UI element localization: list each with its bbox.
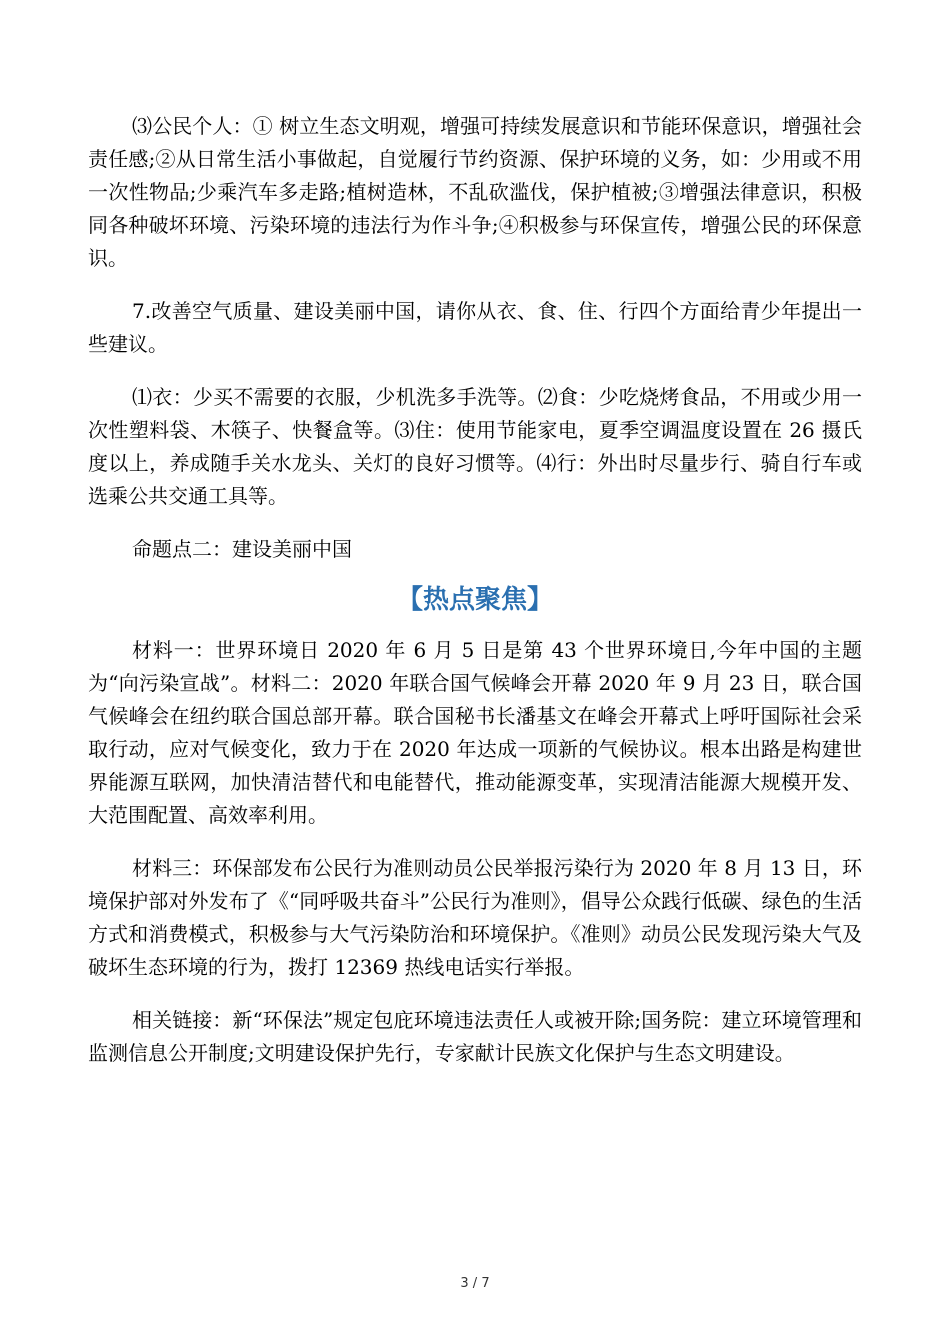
paragraph-material-1-2: 材料一：世界环境日 2020 年 6 月 5 日是第 43 个世界环境日,今年中国的主题为“向污染宣战”。材料二：2020 年联合国气候峰会开幕 2020 年 9 月 23 日，联合国气候峰会在纽约联合国总部开幕。联合国秘书长潘基文在峰会开幕式上呼吁国际社会采取行动，应对气候变化，致力于在 2020 年达成一项新的气候协议。根本出路是构建世界能源互联网，加快清洁替代和电能替代，推动能源变革，实现清洁能源大规模开发、大范围配置、高效率利用。	[88, 638, 862, 827]
document-page	[88, 110, 862, 1090]
paragraph-material-3: 材料三：环保部发布公民行为准则动员公民举报污染行为 2020 年 8 月 13 日，环境保护部对外发布了《“同呼吸共奋斗”公民行为准则》，倡导公众践行低碳、绿色的生活方式和消费模式，积极参与大气污染防治和环境保护。《准则》动员公民发现污染大气及破坏生态环境的行为，拨打 12369 热线电话实行举报。	[88, 856, 862, 979]
paragraph-related-links: 相关链接：新“环保法”规定包庇环境违法责任人或被开除;国务院：建立环境管理和监测信息公开制度;文明建设保护先行，专家献计民族文化保护与生态文明建设。	[88, 1008, 862, 1065]
paragraph-question-7: 7.改善空气质量、建设美丽中国，请你从衣、食、住、行四个方面给青少年提出一些建议。	[88, 299, 862, 356]
page-number: 3 / 7	[460, 1276, 490, 1291]
paragraph-citizen-actions: ⑶公民个人：① 树立生态文明观，增强可持续发展意识和节能环保意识，增强社会责任感;②从日常生活小事做起，自觉履行节约资源、保护环境的义务，如：少用或不用一次性物品;少乘汽车多走路;植树造林，不乱砍滥伐，保护植被;③增强法律意识，积极同各种破坏环境、污染环境的违法行为作斗争;④积极参与环保宣传，增强公民的环保意识。	[88, 114, 862, 270]
topic-heading: 命题点二：建设美丽中国	[132, 537, 352, 561]
paragraph-answer-7: ⑴衣：少买不需要的衣服，少机洗多手洗等。⑵食：少吃烧烤食品，不用或少用一次性塑料袋、木筷子、快餐盒等。⑶住：使用节能家电，夏季空调温度设置在 26 摄氏度以上，养成随手关水龙头、关灯的良好习惯等。⑷行：外出时尽量步行、骑自行车或选乘公共交通工具等。	[88, 385, 862, 508]
section-title: 【热点聚焦】	[396, 585, 553, 615]
